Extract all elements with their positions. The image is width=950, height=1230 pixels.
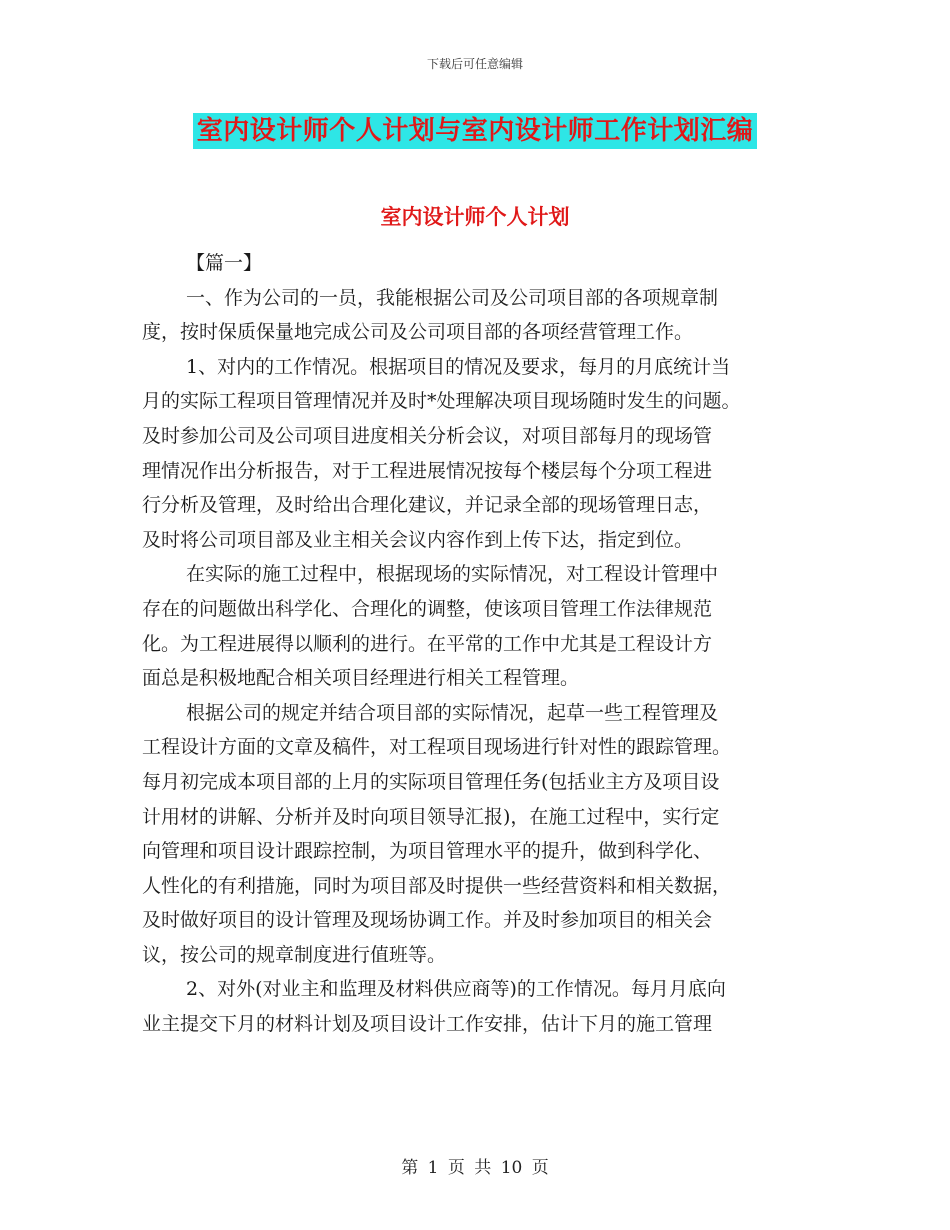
text-line: 根据公司的规定并结合项目部的实际情况，起草一些工程管理及 [186, 701, 719, 724]
body-text [142, 246, 812, 1042]
document-title: 室内设计师个人计划与室内设计师工作计划汇编 [193, 113, 758, 149]
text-line: 1、对内的工作情况。根据项目的情况及要求，每月的月底统计当 [186, 355, 731, 378]
text-line: 度，按时保质保量地完成公司及公司项目部的各项经营管理工作。 [142, 321, 694, 344]
section-title: 室内设计师个人计划 [380, 204, 570, 229]
text-line: 及时做好项目的设计管理及现场协调工作。并及时参加项目的相关会 [142, 909, 713, 932]
text-line: 一、作为公司的一员，我能根据公司及公司项目部的各项规章制 [186, 286, 719, 309]
text-line: 存在的问题做出科学化、合理化的调整，使该项目管理工作法律规范 [142, 597, 713, 620]
text-line: 及时参加公司及公司项目进度相关分析会议，对项目部每月的现场管 [142, 424, 713, 447]
text-line: 2、对外(对业主和监理及材料供应商等)的工作情况。每月月底向 [186, 978, 726, 1001]
page-footer: 第 1 页 共 10 页 [401, 1158, 549, 1178]
main-title-wrap [0, 113, 950, 149]
text-line: 理情况作出分析报告，对于工程进展情况按每个楼层每个分项工程进 [142, 459, 713, 482]
text-line: 工程设计方面的文章及稿件，对工程项目现场进行针对性的跟踪管理。 [142, 736, 732, 759]
text-line: 及时将公司项目部及业主相关会议内容作到上传下达，指定到位。 [142, 528, 694, 551]
text-line: 【篇一】 [186, 252, 263, 274]
text-line: 人性化的有利措施，同时为项目部及时提供一些经营资料和相关数据， [142, 874, 732, 897]
text-line: 向管理和项目设计跟踪控制，为项目管理水平的提升，做到科学化、 [142, 840, 713, 863]
text-line: 面总是积极地配合相关项目经理进行相关工程管理。 [142, 667, 580, 690]
text-line: 计用材的讲解、分析并及时向项目领导汇报)，在施工过程中，实行定 [142, 805, 720, 828]
text-line: 行分析及管理，及时给出合理化建议，并记录全部的现场管理日志， [142, 494, 713, 517]
text-line: 在实际的施工过程中，根据现场的实际情况，对工程设计管理中 [186, 563, 719, 586]
text-line: 业主提交下月的材料计划及项目设计工作安排，估计下月的施工管理 [142, 1013, 713, 1036]
text-line: 化。为工程进展得以顺利的进行。在平常的工作中尤其是工程设计方 [142, 632, 713, 655]
text-line: 每月初完成本项目部的上月的实际项目管理任务(包括业主方及项目设 [142, 770, 720, 793]
header-note: 下载后可任意编辑 [426, 57, 523, 71]
text-line: 议，按公司的规章制度进行值班等。 [142, 943, 447, 966]
text-line: 月的实际工程项目管理情况并及时*处理解决项目现场随时发生的问题。 [142, 390, 741, 413]
